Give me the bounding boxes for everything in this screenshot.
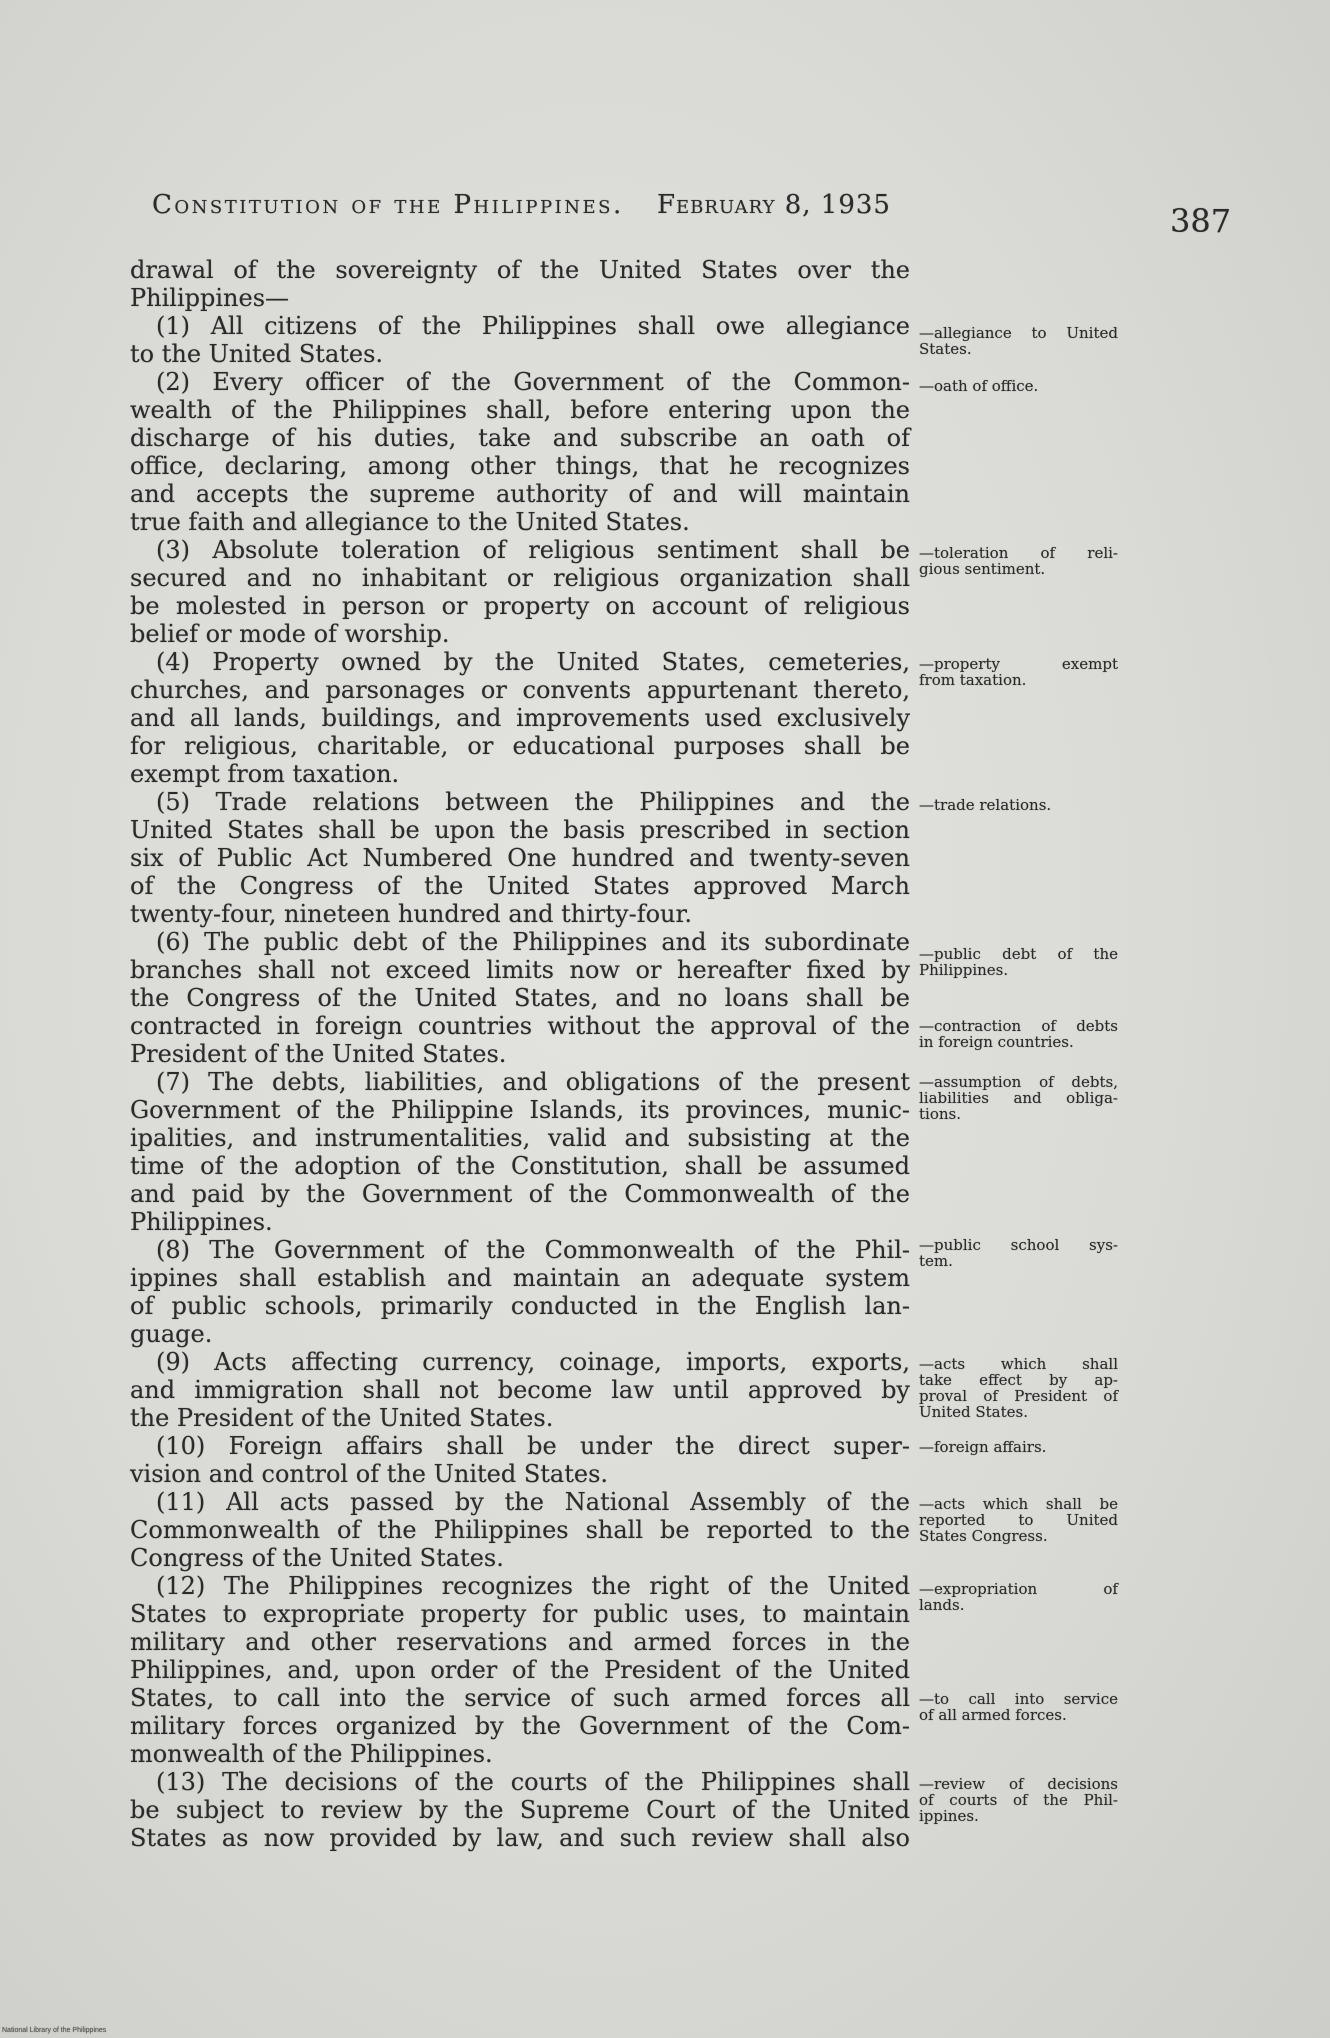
text-line: contracted in foreign countries without the approval of the [130, 1012, 910, 1040]
margin-note-foreign-affairs [919, 1439, 1118, 1455]
text-line: true faith and allegiance to the United States. [130, 508, 690, 536]
margin-note-line: gious sentiment. [919, 560, 1046, 578]
clause-3 [130, 536, 910, 648]
margin-note-religious-toleration [919, 545, 1118, 577]
text-line: six of Public Act Numbered One hundred and twenty-seven [130, 844, 910, 872]
clause-6 [130, 928, 910, 1068]
text-line: time of the adoption of the Constitution, shall be assumed [130, 1152, 910, 1180]
paragraph-continued [130, 256, 910, 312]
margin-note-review-of-decisions [919, 1776, 1118, 1824]
text-line: States, to call into the service of such armed forces all [130, 1684, 910, 1712]
margin-note-acts-reported [919, 1496, 1118, 1544]
margin-note-acts-approval [919, 1356, 1118, 1420]
text-line: exempt from taxation. [130, 760, 400, 788]
margin-note-property-exempt [919, 656, 1118, 688]
clause-11 [130, 1488, 910, 1572]
text-line: drawal of the sovereignty of the United States over the [130, 256, 910, 284]
text-line: (13) The decisions of the courts of the Philippines shall [156, 1768, 910, 1796]
running-head-date: February 8, 1935 [657, 190, 891, 220]
margin-note-line: tem. [919, 1252, 953, 1270]
margin-note-line: —assumption of debts, [919, 1073, 1118, 1091]
clause-2 [130, 368, 910, 536]
footer-credit: National Library of the Philippines [2, 2027, 107, 2034]
margin-note-line: —public school sys- [919, 1236, 1118, 1254]
text-line: be subject to review by the Supreme Court of the United [130, 1796, 910, 1824]
margin-note-line: —trade relations. [919, 796, 1052, 814]
margin-note-line: of courts of the Phil- [919, 1791, 1118, 1809]
margin-note-public-school-system [919, 1237, 1118, 1269]
text-line: office, declaring, among other things, that he recognizes [130, 452, 910, 480]
text-line: military and other reservations and armed forces in the [130, 1628, 910, 1656]
margin-note-line: —to call into service [919, 1690, 1118, 1708]
margin-note-line: —expropriation of [919, 1580, 1118, 1598]
text-line: military forces organized by the Government of the Com- [130, 1712, 910, 1740]
margin-note-line: proval of President of [919, 1387, 1118, 1405]
text-line: of public schools, primarily conducted in the English lan- [130, 1292, 910, 1320]
text-line: branches shall not exceed limits now or hereafter fixed by [130, 956, 910, 984]
margin-note-line: ippines. [919, 1807, 979, 1825]
text-line: Philippines— [130, 284, 290, 312]
text-line: twenty-four, nineteen hundred and thirty-four. [130, 900, 692, 928]
margin-note-line: —oath of office. [919, 377, 1039, 395]
text-line: (10) Foreign affairs shall be under the direct super- [156, 1432, 910, 1460]
text-line: (12) The Philippines recognizes the right of the United [156, 1572, 910, 1600]
text-line: be molested in person or property on account of religious [130, 592, 910, 620]
text-line: (2) Every officer of the Government of the Common- [156, 368, 910, 396]
text-line: ippines shall establish and maintain an adequate system [130, 1264, 910, 1292]
text-line: States as now provided by law, and such review shall also [130, 1824, 910, 1852]
text-line: (9) Acts affecting currency, coinage, imports, exports, [156, 1348, 910, 1376]
margin-note-armed-forces [919, 1691, 1118, 1723]
margin-note-line: —acts which shall be [919, 1495, 1118, 1513]
text-line: belief or mode of worship. [130, 620, 450, 648]
margin-note-allegiance [919, 325, 1118, 357]
margin-note-line: —review of decisions [919, 1775, 1118, 1793]
text-line: churches, and parsonages or convents appurtenant thereto, [130, 676, 910, 704]
text-line: (3) Absolute toleration of religious sentiment shall be [156, 536, 910, 564]
margin-note-expropriation [919, 1581, 1118, 1613]
text-line: United States shall be upon the basis prescribed in section [130, 816, 910, 844]
text-line: (6) The public debt of the Philippines and its subordinate [156, 928, 910, 956]
text-line: President of the United States. [130, 1040, 507, 1068]
margin-note-line: —toleration of reli- [919, 544, 1118, 562]
text-line: Commonwealth of the Philippines shall be reported to the [130, 1516, 910, 1544]
body-text [130, 256, 910, 1852]
text-line: (11) All acts passed by the National Assembly of the [156, 1488, 910, 1516]
text-line: to the United States. [130, 340, 384, 368]
margin-note-line: United States. [919, 1403, 1028, 1421]
text-line: (1) All citizens of the Philippines shall owe allegiance [156, 312, 910, 340]
margin-note-line: —public debt of the [919, 945, 1118, 963]
text-line: (5) Trade relations between the Philippines and the [156, 788, 910, 816]
text-line: and paid by the Government of the Commonwealth of the [130, 1180, 910, 1208]
clause-10 [130, 1432, 910, 1488]
text-line: and immigration shall not become law until approved by [130, 1376, 910, 1404]
clause-13 [130, 1768, 910, 1852]
page-number: 387 [1170, 202, 1232, 240]
text-line: Philippines, and, upon order of the President of the United [130, 1656, 910, 1684]
text-line: (8) The Government of the Commonwealth of the Phil- [156, 1236, 910, 1264]
text-line: (7) The debts, liabilities, and obligations of the present [156, 1068, 910, 1096]
clause-12 [130, 1572, 910, 1768]
text-line: for religious, charitable, or educational purposes shall be [130, 732, 910, 760]
margin-note-line: liabilities and obliga- [919, 1089, 1118, 1107]
text-line: ipalities, and instrumentalities, valid and subsisting at the [130, 1124, 910, 1152]
text-line: (4) Property owned by the United States, cemeteries, [156, 648, 910, 676]
margin-note-line: reported to United [919, 1511, 1118, 1529]
text-line: discharge of his duties, take and subscribe an oath of [130, 424, 910, 452]
margin-note-line: —contraction of debts [919, 1017, 1118, 1035]
margin-note-line: States. [919, 340, 972, 358]
margin-note-line: —property exempt [919, 655, 1118, 673]
text-line: the President of the United States. [130, 1404, 554, 1432]
clause-5 [130, 788, 910, 928]
margin-note-line: Philippines. [919, 961, 1009, 979]
clause-7 [130, 1068, 910, 1236]
text-line: States to expropriate property for public uses, to maintain [130, 1600, 910, 1628]
text-line: and accepts the supreme authority of and will maintain [130, 480, 910, 508]
text-line: Congress of the United States. [130, 1544, 504, 1572]
clause-8 [130, 1236, 910, 1348]
text-line: vision and control of the United States. [130, 1460, 609, 1488]
margin-note-line: —foreign affairs. [919, 1438, 1047, 1456]
margin-note-contraction-of-debts [919, 1018, 1118, 1050]
margin-note-line: in foreign countries. [919, 1033, 1074, 1051]
running-head-title: Constitution of the Philippines. [152, 190, 624, 220]
margin-note-trade-relations [919, 797, 1118, 813]
margin-note-line: tions. [919, 1105, 961, 1123]
text-line: and all lands, buildings, and improvements used exclusively [130, 704, 910, 732]
text-line: Philippines. [130, 1208, 273, 1236]
text-line: Government of the Philippine Islands, its provinces, munic- [130, 1096, 910, 1124]
clause-1 [130, 312, 910, 368]
margin-note-line: take effect by ap- [919, 1371, 1118, 1389]
margin-note-line: of all armed forces. [919, 1706, 1067, 1724]
margin-note-line: lands. [919, 1596, 965, 1614]
text-line: wealth of the Philippines shall, before entering upon the [130, 396, 910, 424]
clause-9 [130, 1348, 910, 1432]
margin-note-line: from taxation. [919, 671, 1027, 689]
text-line: the Congress of the United States, and no loans shall be [130, 984, 910, 1012]
text-line: secured and no inhabitant or religious organization shall [130, 564, 910, 592]
margin-note-line: States Congress. [919, 1527, 1048, 1545]
margin-note-line: —acts which shall [919, 1355, 1118, 1373]
margin-note-public-debt [919, 946, 1118, 978]
margin-note-assumption-of-debts [919, 1074, 1118, 1122]
clause-4 [130, 648, 910, 788]
text-line: monwealth of the Philippines. [130, 1740, 493, 1768]
margin-note-line: —allegiance to United [919, 324, 1118, 342]
text-line: guage. [130, 1320, 213, 1348]
text-line: of the Congress of the United States approved March [130, 872, 910, 900]
margin-note-oath-of-office [919, 378, 1118, 394]
